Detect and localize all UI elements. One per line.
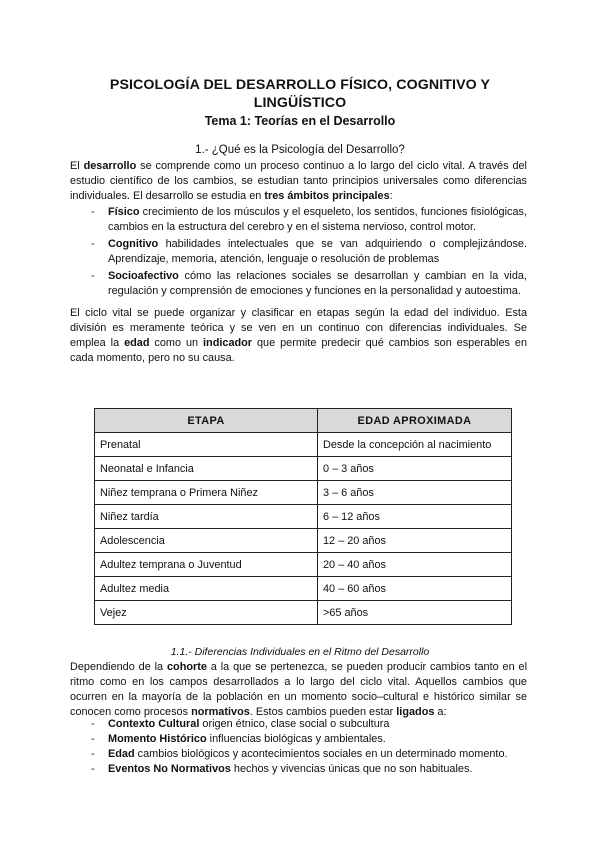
table-row	[95, 457, 512, 481]
list-item: - Cognitivo habilidades intelectuales que se van adquiriendo o complejizándose. Aprendizaje, memoria, atención, lenguaje o resolución de problemas	[91, 238, 527, 265]
stage-cell: Adultez media	[95, 577, 318, 601]
domains-list	[70, 205, 527, 301]
age-cell: 12 – 20 años	[318, 529, 512, 553]
list-item: - Contexto Cultural origen étnico, clase social o subcultura	[91, 718, 390, 730]
age-cell: Desde la concepción al nacimiento	[318, 433, 512, 457]
stage-cell: Prenatal	[95, 433, 318, 457]
factors-list	[70, 717, 527, 777]
document-title-line1: PSICOLOGÍA DEL DESARROLLO FÍSICO, COGNITIVO Y	[109, 77, 491, 93]
topic-subtitle: Tema 1: Teorías en el Desarrollo	[204, 114, 396, 128]
document-title-line2: LINGÜÍSTICO	[253, 95, 347, 111]
life-cycle-paragraph: El ciclo vital se puede organizar y clasificar en etapas según la edad del individuo. Esta división es meramente teórica y se ven en un continuo con diferencias individuales. Se emplea la edad como un indicador que permite predecir qué cambios son esperables en cada momento, pero no su causa.	[70, 307, 527, 364]
subsection-heading: 1.1.- Diferencias Individuales en el Ritmo del Desarrollo	[170, 646, 430, 658]
cohort-paragraph: Dependiendo de la cohorte a la que se pertenezca, se pueden producir cambios tanto en el ritmo como en los campos desarrollados a lo largo del ciclo vital. Aquellos cambios que ocurren en la mayoría de la población en un momento socio–cultural e histórico similar se conocen como procesos normativos. Estos cambios pueden estar ligados a:	[70, 661, 528, 718]
intro-paragraph: El desarrollo se comprende como un proceso continuo a lo largo del ciclo vital. A través del estudio científico de los cambios, se estudian tanto principios universales como diferencias individuales. El desarrollo se estudia en tres ámbitos principales:	[70, 160, 527, 202]
table-header-row	[95, 409, 512, 433]
table-row	[95, 529, 512, 553]
list-item: - Eventos No Normativos hechos y vivencias únicas que no son habituales.	[91, 763, 473, 775]
table-row	[95, 433, 512, 457]
age-cell: 3 – 6 años	[318, 481, 512, 505]
stage-cell: Adolescencia	[95, 529, 318, 553]
table-row	[95, 553, 512, 577]
age-cell: >65 años	[318, 601, 512, 625]
stages-table	[94, 408, 512, 625]
column-header-age: EDAD APROXIMADA	[318, 409, 512, 433]
age-cell: 0 – 3 años	[318, 457, 512, 481]
column-header-stage: ETAPA	[95, 409, 318, 433]
stage-cell: Neonatal e Infancia	[95, 457, 318, 481]
list-item: - Físico crecimiento de los músculos y el esqueleto, los sentidos, funciones fisiológicas, cambios en la estructura del cerebro y en el sistema nervioso, control motor.	[91, 206, 527, 233]
age-cell: 20 – 40 años	[318, 553, 512, 577]
stage-cell: Vejez	[95, 601, 318, 625]
age-cell: 6 – 12 años	[318, 505, 512, 529]
list-item: - Socioafectivo cómo las relaciones sociales se desarrollan y cambian en la vida, regulación y comprensión de emociones y funciones en la personalidad y autoestima.	[91, 270, 527, 297]
table-row	[95, 601, 512, 625]
table-row	[95, 481, 512, 505]
list-item: - Momento Histórico influencias biológicas y ambientales.	[91, 733, 386, 745]
section-heading: 1.- ¿Qué es la Psicología del Desarrollo?	[195, 144, 405, 156]
age-cell: 40 – 60 años	[318, 577, 512, 601]
list-item: - Edad cambios biológicos y acontecimientos sociales en un determinado momento.	[91, 748, 508, 760]
table-row	[95, 577, 512, 601]
stage-cell: Niñez tardía	[95, 505, 318, 529]
stage-cell: Adultez temprana o Juventud	[95, 553, 318, 577]
stage-cell: Niñez temprana o Primera Niñez	[95, 481, 318, 505]
table-row	[95, 505, 512, 529]
